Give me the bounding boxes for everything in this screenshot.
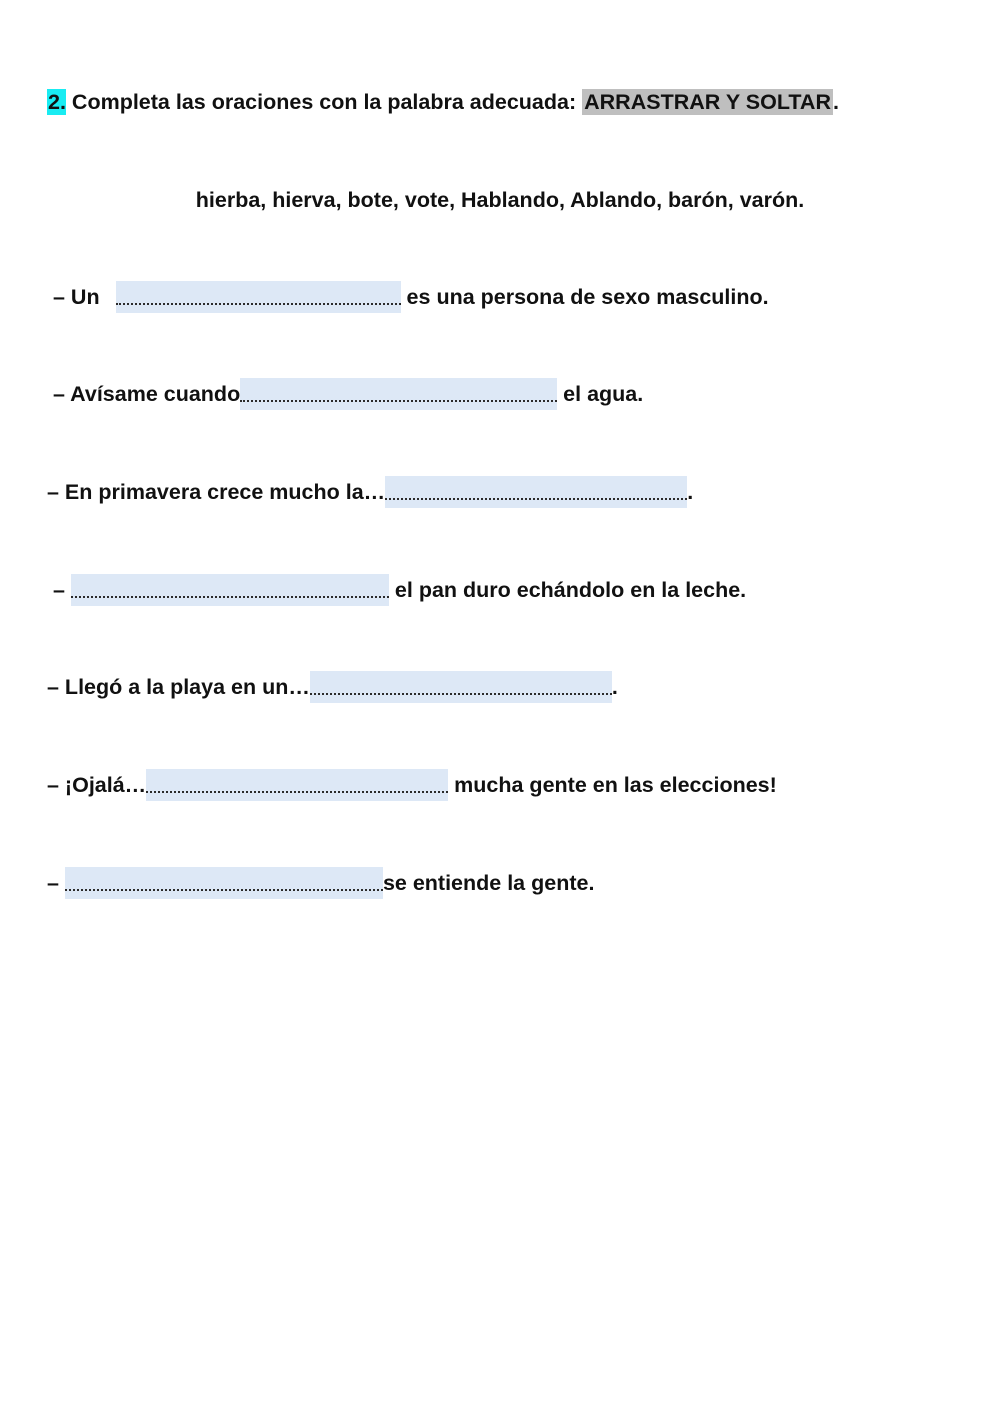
sentence-1-end: es una persona de sexo masculino. [400, 285, 769, 309]
blank-dots [310, 693, 612, 695]
blank-dots [116, 303, 401, 305]
sentence-4 [53, 574, 746, 606]
drag-drop-badge: ARRASTRAR Y SOLTAR [584, 90, 831, 114]
drop-zone-1[interactable] [116, 281, 401, 313]
sentence-3 [47, 476, 693, 508]
drop-zone-5[interactable] [310, 671, 612, 703]
blank-dots [65, 889, 383, 891]
blank-dots [146, 791, 448, 793]
instruction-text: Completa las oraciones con la palabra adecuada: [65, 90, 583, 114]
sentence-5 [47, 671, 618, 703]
blank-dots [71, 596, 389, 598]
sentence-7 [47, 867, 594, 899]
sentence-1 [53, 281, 769, 313]
sentence-7-end: se entiende la gente. [382, 871, 595, 895]
blank-dots [240, 400, 557, 402]
sentence-2-end: el agua. [557, 382, 644, 406]
sentence-2 [53, 378, 643, 410]
exercise-number: 2. [48, 90, 66, 114]
sentence-6-start: – ¡Ojalá… [47, 773, 147, 797]
drop-zone-2[interactable] [240, 378, 557, 410]
sentence-2-start: – Avísame cuando [53, 382, 241, 406]
blank-dots [385, 498, 687, 500]
sentence-7-start: – [47, 871, 65, 895]
sentence-6 [47, 769, 777, 801]
drop-zone-7[interactable] [65, 867, 383, 899]
word-bank: hierba, hierva, bote, vote, Hablando, Ablando, barón, varón. [195, 188, 805, 212]
instruction-period: . [833, 90, 839, 114]
sentence-6-end: mucha gente en las elecciones! [448, 773, 777, 797]
sentence-3-end: . [687, 480, 694, 504]
sentence-1-start: – Un [53, 285, 106, 309]
sentence-3-start: – En primavera crece mucho la… [47, 480, 386, 504]
instruction-heading [47, 86, 839, 118]
sentence-4-end: el pan duro echándolo en la leche. [388, 578, 747, 602]
sentence-5-end: . [611, 675, 618, 699]
sentence-5-start: – Llegó a la playa en un… [47, 675, 310, 699]
drop-zone-3[interactable] [385, 476, 687, 508]
drop-zone-6[interactable] [146, 769, 448, 801]
sentence-4-start: – [53, 578, 71, 602]
drop-zone-4[interactable] [71, 574, 389, 606]
